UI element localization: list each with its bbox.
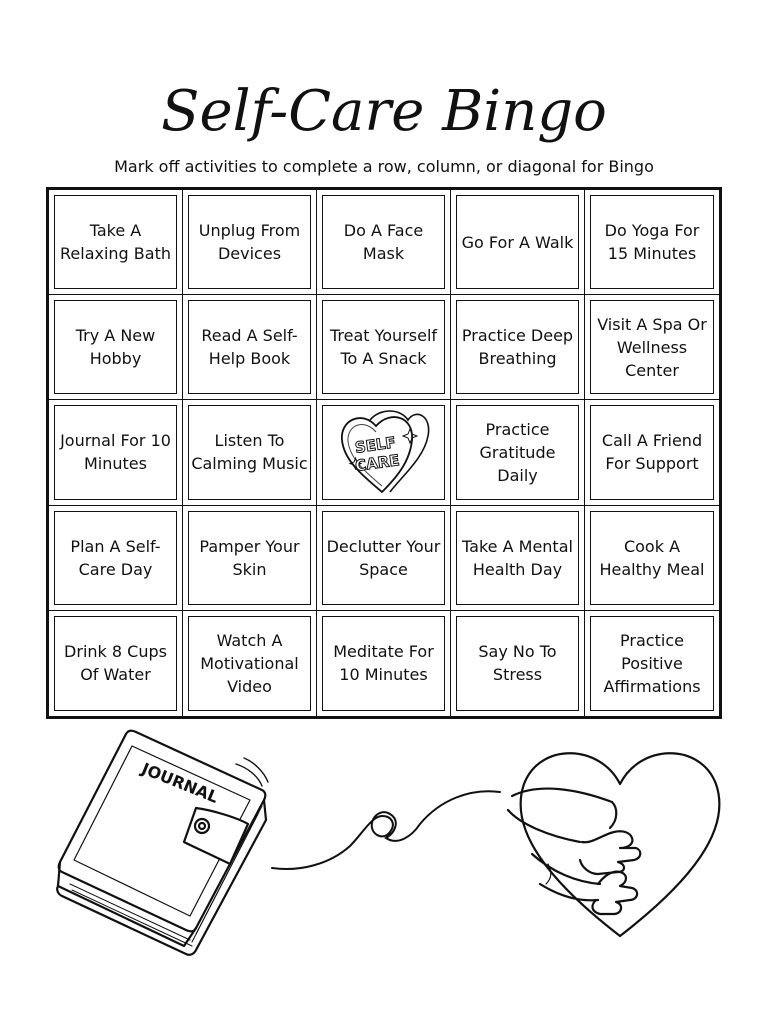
bingo-cell-label: Plan A Self-Care Day bbox=[54, 511, 177, 605]
bingo-cell-label: Do Yoga For 15 Minutes bbox=[590, 195, 714, 289]
free-space-line1: SELF bbox=[353, 433, 397, 458]
bingo-cell-label: Unplug From Devices bbox=[188, 195, 311, 289]
bingo-cell-label: Declutter Your Space bbox=[322, 511, 445, 605]
bingo-cell[interactable] bbox=[317, 295, 451, 400]
heart-icon bbox=[336, 406, 432, 498]
bingo-cell-label: Practice Positive Affirmations bbox=[590, 616, 714, 711]
bingo-cell[interactable] bbox=[183, 611, 317, 716]
bingo-cell-label: Take A Relaxing Bath bbox=[54, 195, 177, 289]
bingo-cell-label: Cook A Healthy Meal bbox=[590, 511, 714, 605]
free-space-box bbox=[322, 405, 445, 499]
bingo-cell[interactable] bbox=[183, 506, 317, 611]
bingo-cell[interactable] bbox=[183, 400, 317, 505]
bingo-cell[interactable] bbox=[49, 506, 183, 611]
bingo-cell-label: Practice Deep Breathing bbox=[456, 300, 579, 394]
free-space-line2: CARE bbox=[353, 451, 401, 476]
bingo-board bbox=[46, 187, 722, 719]
bingo-cell[interactable] bbox=[317, 506, 451, 611]
bingo-cell[interactable] bbox=[317, 611, 451, 716]
bingo-cell-label: Call A Friend For Support bbox=[590, 405, 714, 499]
bingo-cell[interactable] bbox=[317, 190, 451, 295]
bingo-cell[interactable] bbox=[585, 400, 719, 505]
bingo-cell-label: Do A Face Mask bbox=[322, 195, 445, 289]
bingo-cell[interactable] bbox=[49, 295, 183, 400]
bingo-free-space[interactable] bbox=[317, 400, 451, 505]
bingo-cell-label: Journal For 10 Minutes bbox=[54, 405, 177, 499]
bingo-cell-label: Try A New Hobby bbox=[54, 300, 177, 394]
bottom-illustration bbox=[0, 724, 768, 984]
bingo-cell-label: Take A Mental Health Day bbox=[456, 511, 579, 605]
journal-label: JOURNAL bbox=[139, 758, 222, 807]
bingo-cell[interactable] bbox=[451, 506, 585, 611]
bingo-cell-label: Listen To Calming Music bbox=[188, 405, 311, 499]
bingo-cell[interactable] bbox=[585, 611, 719, 716]
bingo-cell-label: Say No To Stress bbox=[456, 616, 579, 711]
bingo-cell[interactable] bbox=[585, 295, 719, 400]
bingo-cell[interactable] bbox=[183, 190, 317, 295]
bingo-cell-label: Pamper Your Skin bbox=[188, 511, 311, 605]
page-subtitle: Mark off activities to complete a row, column, or diagonal for Bingo bbox=[114, 157, 654, 176]
bingo-cell-label: Go For A Walk bbox=[456, 195, 579, 289]
bingo-cell-label: Read A Self-Help Book bbox=[188, 300, 311, 394]
bingo-cell[interactable] bbox=[585, 506, 719, 611]
bingo-cell-label: Treat Yourself To A Snack bbox=[322, 300, 445, 394]
hugging-heart-icon bbox=[508, 753, 719, 936]
bingo-cell-label: Visit A Spa Or Wellness Center bbox=[590, 300, 714, 394]
bingo-cell[interactable] bbox=[451, 611, 585, 716]
bingo-cell[interactable] bbox=[49, 190, 183, 295]
bingo-cell[interactable] bbox=[451, 400, 585, 505]
bingo-cell[interactable] bbox=[183, 295, 317, 400]
bingo-cell[interactable] bbox=[49, 611, 183, 716]
bingo-cell[interactable] bbox=[585, 190, 719, 295]
bingo-cell[interactable] bbox=[49, 400, 183, 505]
page-title: Self-Care Bingo bbox=[161, 79, 607, 144]
journal-book-icon bbox=[57, 731, 268, 955]
bingo-cell[interactable] bbox=[451, 190, 585, 295]
connector-line bbox=[272, 791, 500, 869]
bingo-cell-label: Practice Gratitude Daily bbox=[456, 405, 579, 499]
bingo-cell-label: Drink 8 Cups Of Water bbox=[54, 616, 177, 711]
bingo-cell-label: Meditate For 10 Minutes bbox=[322, 616, 445, 711]
bingo-cell[interactable] bbox=[451, 295, 585, 400]
bingo-cell-label: Watch A Motivational Video bbox=[188, 616, 311, 711]
